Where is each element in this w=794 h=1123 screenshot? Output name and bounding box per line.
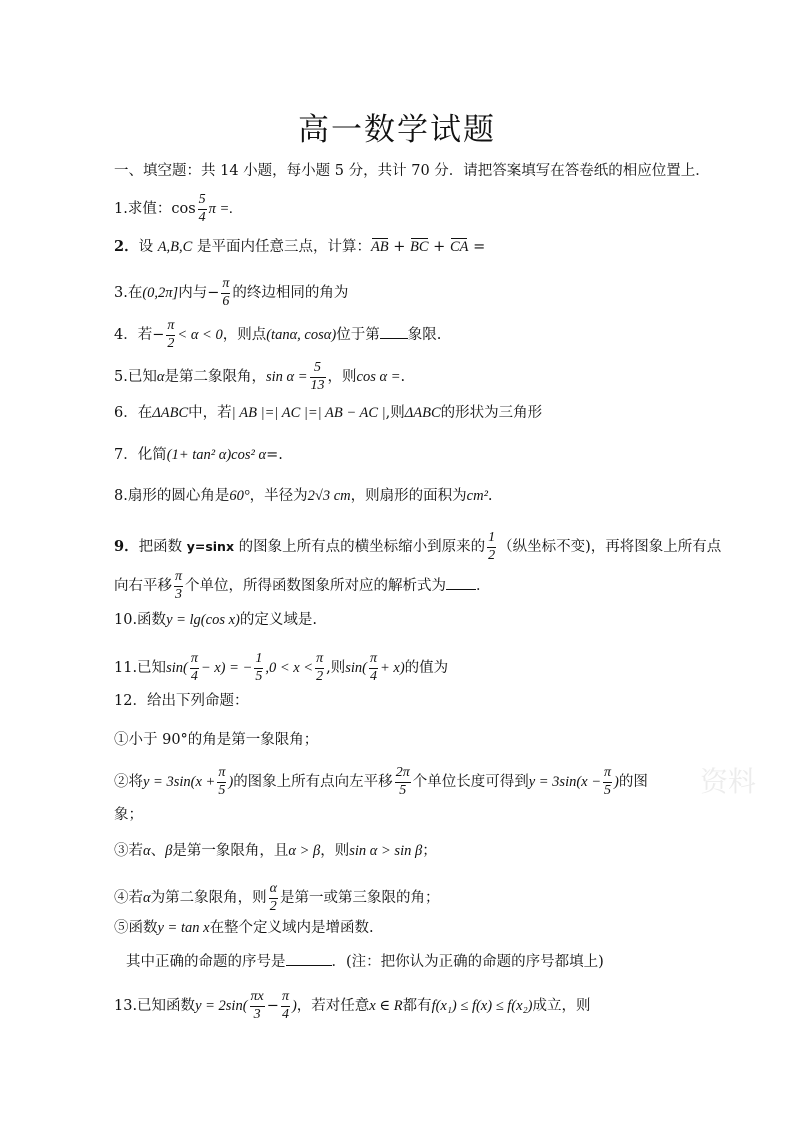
q9-prefix: 9． <box>114 538 139 556</box>
q9-text1: 把函数 <box>138 539 183 556</box>
q4-text3: 象限. <box>407 327 442 344</box>
q6-prefix: 6．在 <box>114 405 153 421</box>
watermark-text: 资料 <box>700 765 757 798</box>
q8-prefix: 8.扇形的圆心角是 <box>114 488 230 504</box>
question-12-item-1: ①小于 90°的角是第一象限角； <box>114 732 319 748</box>
q6-triangle: ΔABC <box>152 405 189 421</box>
q9-fraction-half: $\frac{1}{2}$ <box>488 530 496 563</box>
q8-tail: . <box>487 488 493 504</box>
q5-prefix: 5.已知 <box>114 369 157 386</box>
page-title: 高一数学试题 <box>298 112 496 148</box>
q12-i4-alpha: α <box>143 890 151 907</box>
q9-answer-blank[interactable] <box>446 577 476 590</box>
question-2: 2．设 A,B,C 是平面内任意三点，计算：AB + BC + CA = <box>114 238 486 255</box>
q12-i3-beta: β <box>165 843 173 859</box>
q7-prefix: 7．化简 <box>114 447 167 463</box>
q2-vector-ca: CA <box>449 239 469 255</box>
question-5 <box>114 361 405 393</box>
q12-i2-text2: 个单位长度可得到 <box>412 774 529 791</box>
q11-part-1: − x) = − <box>200 660 253 677</box>
q13-fraction-1: $\frac{\pi x}{3}$ <box>250 989 264 1022</box>
q13-function: y = 2sin( <box>195 998 248 1015</box>
q5-text1: 是第二象限角， <box>164 369 266 386</box>
q9-text3: （纵坐标不变)，再将图象上所有点 <box>498 539 722 556</box>
q9-text2: 的图象上所有点的横坐标缩小到原来的 <box>238 539 486 556</box>
q2-prefix: 2． <box>114 238 139 255</box>
q13-text3: 成立，则 <box>532 998 591 1015</box>
q13-condition: x ∈ R <box>369 998 403 1015</box>
q12-i2-f1: y = 3sin(x + <box>143 774 216 791</box>
q11-fraction-4: $\frac{\pi}{4}$ <box>369 651 377 684</box>
q9-function: y=sinx <box>186 539 235 555</box>
q12-ask-text: 其中正确的命题的序号是 <box>126 954 286 970</box>
q2-text1: 设 <box>138 239 154 255</box>
q13-minus: − <box>266 998 279 1015</box>
q12-i5-function: y = tan x <box>157 920 210 936</box>
q12-i3-text1: 是第一象限角，且 <box>172 843 289 859</box>
q2-text2: 是平面内任意三点，计算： <box>196 239 371 255</box>
q3-text1: 内与 <box>178 285 208 302</box>
question-13 <box>114 990 590 1022</box>
q5-text2: ，则 <box>327 369 357 386</box>
question-10 <box>114 613 317 628</box>
q13-fraction-2: $\frac{\pi}{4}$ <box>281 989 289 1022</box>
q3-prefix: 3.在 <box>114 285 143 302</box>
q12-i2-fraction-1: $\frac{\pi}{5}$ <box>218 765 226 798</box>
question-7 <box>114 448 283 463</box>
q13-close: ) <box>291 998 297 1015</box>
question-3 <box>114 277 348 309</box>
q12-i2-text1: 的图象上所有点向左平移 <box>233 774 393 791</box>
question-11 <box>114 652 448 684</box>
q10-prefix: 10.函数 <box>114 612 167 628</box>
question-4 <box>114 319 441 351</box>
question-12-head: 12．给出下列命题： <box>114 693 249 709</box>
q13-text1: ，若对任意 <box>296 998 370 1015</box>
q5-cos: cos α = <box>356 369 401 386</box>
q12-i3-sep: 、 <box>150 843 166 859</box>
q4-prefix: 4．若 <box>114 327 153 344</box>
q6-text3: 的形状为三角形 <box>440 405 543 421</box>
q4-text2: 位于第 <box>336 327 380 344</box>
q11-fraction-2: $\frac{1}{5}$ <box>255 651 263 684</box>
q12-i3-prefix: ③若 <box>114 843 143 859</box>
question-12-item-2-cont: 象； <box>114 807 143 823</box>
q12-i4-prefix: ④若 <box>114 890 143 907</box>
q4-point: (tanα, cosα) <box>266 327 337 344</box>
question-12-item-5 <box>114 921 374 936</box>
q11-sin-2: sin( <box>345 660 367 677</box>
question-12-item-3 <box>114 844 437 859</box>
q5-fraction: $\frac{5}{13}$ <box>310 360 325 393</box>
q9-tail: ． <box>476 578 491 595</box>
q5-alpha: α <box>156 369 165 386</box>
q3-minus: − <box>207 285 220 302</box>
question-1 <box>114 193 233 225</box>
q1-cos: cos <box>171 201 196 218</box>
q12-i4-text2: 是第一或第三象限的角； <box>279 890 440 907</box>
q7-expression: (1+ tan² α)cos² α <box>166 447 267 463</box>
question-9-cont <box>114 570 491 602</box>
q4-text1: ，则点 <box>222 327 267 344</box>
q12-i3-tail: ； <box>422 843 437 859</box>
q12-i3-ineq-2: sin α > sin β <box>349 843 423 859</box>
q1-tail: π =. <box>208 201 233 218</box>
q6-text1: 中，若 <box>188 405 232 421</box>
q8-angle: 60° <box>229 488 250 504</box>
q2-tail: = <box>473 239 486 255</box>
q9-text5: 个单位，所得函数图象所对应的解析式为 <box>185 578 447 595</box>
q12-i2-close: ) <box>228 774 234 791</box>
q4-fraction: $\frac{\pi}{2}$ <box>167 318 175 351</box>
q11-text2: 的值为 <box>404 660 449 677</box>
q2-points: A,B,C <box>157 239 193 255</box>
q12-i3-text2: ，则 <box>320 843 350 859</box>
q13-text2: 都有 <box>402 998 432 1015</box>
q11-fraction-1: $\frac{\pi}{4}$ <box>190 651 198 684</box>
q11-sin-1: sin( <box>166 660 188 677</box>
q5-sin: sin α = <box>265 369 308 386</box>
q12-i5-prefix: ⑤函数 <box>114 920 158 936</box>
q5-tail: . <box>400 369 406 386</box>
q11-text1: ,则 <box>326 660 346 677</box>
q12-i2-fraction-3: $\frac{\pi}{5}$ <box>604 765 612 798</box>
q4-answer-blank[interactable] <box>380 326 408 339</box>
q12-ask-tail: ．(注：把你认为正确的命题的序号都填上) <box>331 954 604 970</box>
q12-i2-prefix: ②将 <box>114 774 143 791</box>
q10-text1: 的定义域是. <box>239 612 317 628</box>
q13-inequality: f(x₁) ≤ f(x) ≤ f(x₂) <box>431 998 533 1015</box>
section-heading: 一、填空题：共 14 小题，每小题 5 分，共计 70 分．请把答案填写在答卷纸的相应位置上． <box>114 163 710 179</box>
q8-text2: ，则扇形的面积为 <box>350 488 467 504</box>
question-12-item-4 <box>114 882 439 914</box>
q7-tail: =. <box>266 447 283 463</box>
question-12-ask <box>126 953 604 970</box>
q12-i2-f2: y = 3sin(x − <box>528 774 602 791</box>
q10-expression: y = lg(cos x) <box>166 612 240 628</box>
q6-text2: ,则 <box>385 405 405 421</box>
q11-part-2: ,0 < x < <box>265 660 314 677</box>
q12-i5-text1: 在整个定义域内是增函数. <box>209 920 374 936</box>
q12-i3-alpha: α <box>143 843 151 859</box>
q8-radius: 2√3 cm <box>307 488 351 504</box>
q12-i4-text1: 为第二象限角，则 <box>150 890 267 907</box>
q6-triangle-2: ΔABC <box>404 405 441 421</box>
q9-text4: 向右平移 <box>114 578 172 595</box>
question-8 <box>114 489 493 504</box>
q1-prefix: 1.求值： <box>114 201 172 218</box>
q3-text2: 的终边相同的角为 <box>232 285 349 302</box>
q11-part-3: + x) <box>379 660 405 677</box>
q12-i2-text3: 的图 <box>618 774 648 791</box>
q13-prefix: 13.已知函数 <box>114 998 196 1015</box>
q1-fraction: $\frac{5}{4}$ <box>198 192 206 225</box>
q3-fraction: $\frac{\pi}{6}$ <box>222 276 230 309</box>
q8-unit: cm² <box>466 488 488 504</box>
q11-prefix: 11.已知 <box>114 660 167 677</box>
q11-fraction-3: $\frac{\pi}{2}$ <box>316 651 324 684</box>
q3-interval: (0,2π] <box>142 285 179 302</box>
question-6 <box>114 406 542 421</box>
question-9 <box>114 531 721 563</box>
question-12-item-2 <box>114 766 648 798</box>
q12-answer-blank[interactable] <box>286 953 332 966</box>
q6-expression: | AB |=| AC |=| AB − AC | <box>231 405 386 421</box>
q4-inequality: < α < 0 <box>177 327 223 344</box>
q2-vector-bc: BC <box>410 239 429 255</box>
q4-minus: − <box>152 327 165 344</box>
q12-i2-close-2: ) <box>614 774 619 791</box>
q12-i3-ineq: α > β <box>288 843 321 859</box>
q2-vector-ab: AB <box>370 239 389 255</box>
q12-i2-fraction-2: $\frac{2\pi}{5}$ <box>395 765 410 798</box>
q9-fraction-shift: $\frac{\pi}{3}$ <box>175 569 183 602</box>
q8-text1: ，半径为 <box>249 488 308 504</box>
q12-i4-fraction: $\frac{\alpha}{2}$ <box>269 881 277 914</box>
